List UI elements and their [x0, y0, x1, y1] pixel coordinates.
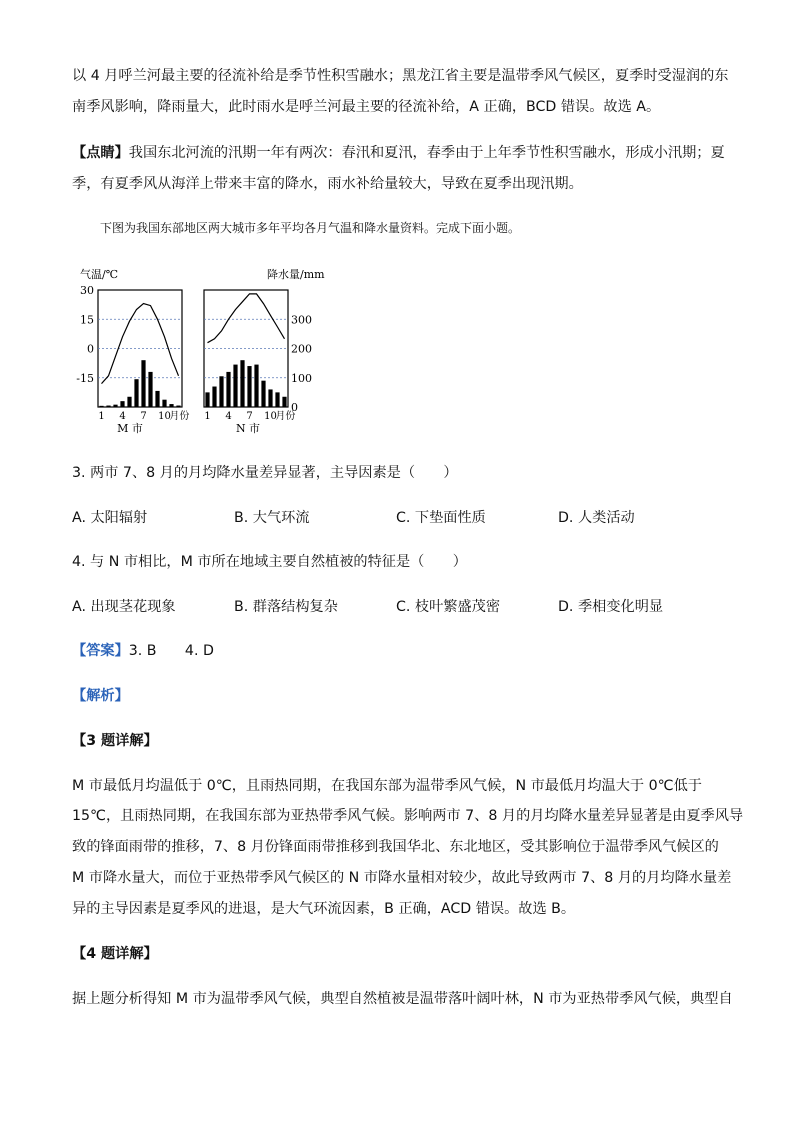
left-tick-label: 30 [80, 284, 94, 297]
precip-bar [106, 406, 110, 407]
paragraph-line: 致的锋面雨带的推移，7、8 月份锋面雨带推移到我国华北、东北地区，受其影响位于温带季风气候区的 [72, 839, 719, 855]
figure-intro: 下图为我国东部地区两大城市多年平均各月气温和降水量资料。完成下面小题。 [100, 221, 521, 235]
precip-bar [268, 389, 272, 407]
precip-bar [240, 360, 244, 407]
paragraph-line: M 市最低月均温低于 0℃，且雨热同期，在我国东部为温带季风气候，N 市最低月均温大于 0℃低于 [72, 778, 702, 794]
q4-option-a: A. 出现茎花现象 [72, 599, 176, 615]
paragraph-line: 以 4 月呼兰河最主要的径流补给是季节性积雪融水；黑龙江省主要是温带季风气候区，夏季时受湿润的东 [72, 68, 729, 84]
left-tick-label: 15 [80, 313, 94, 327]
right-tick-label: 0 [291, 401, 298, 414]
temp-axis-title: 气温/℃ [80, 268, 119, 281]
precip-bar [99, 406, 103, 407]
dianjing-text: 我国东北河流的汛期一年有两次：春汛和夏汛，春季由于上年季节性积雪融水，形成小汛期；夏 [128, 145, 725, 161]
q3-option-b: B. 大气环流 [234, 510, 310, 526]
precip-bar [261, 381, 265, 407]
q4-option-c: C. 枝叶繁盛茂密 [396, 599, 501, 615]
precip-bar [169, 404, 173, 407]
q4-detail-label: 【4 题详解】 [72, 946, 158, 962]
q3-option-c: C. 下垫面性质 [396, 510, 486, 526]
dianjing-paragraph [72, 143, 725, 163]
precip-bar [127, 397, 131, 407]
q3-option-d: D. 人类活动 [558, 510, 635, 526]
temperature-line [102, 304, 179, 384]
month-tick-label: 10 [158, 411, 171, 422]
paragraph-line: 据上题分析得知 M 市为温带季风气候，典型自然植被是温带落叶阔叶林，N 市为亚热带季风气候，典型自 [72, 991, 733, 1007]
precip-bar [162, 400, 166, 407]
answer-line [72, 641, 214, 661]
month-tick-label: 7 [140, 411, 147, 422]
precip-bar [148, 372, 152, 407]
month-tick-label: 10 [264, 411, 277, 422]
paragraph-line: 异的主导因素是夏季风的进退，是大气环流因素，B 正确，ACD 错误。故选 B。 [72, 901, 576, 917]
precip-bar [134, 379, 138, 407]
precip-bar [226, 372, 230, 407]
question-3-stem: 3. 两市 7、8 月的月均降水量差异显著，主导因素是（ ） [72, 465, 458, 481]
q3-detail-label: 【3 题详解】 [72, 733, 158, 749]
paragraph-line: 南季风影响，降雨量大，此时雨水是呼兰河最主要的径流补给，A 正确，BCD 错误。故选 A。 [72, 99, 661, 115]
q3-option-a: A. 太阳辐射 [72, 510, 148, 526]
precip-bar [120, 401, 124, 407]
paragraph-line: 季，有夏季风从海洋上带来丰富的降水，雨水补给量较大，导致在夏季出现汛期。 [72, 176, 583, 192]
month-unit-label: 月份 [169, 411, 190, 422]
precip-bar [233, 365, 237, 407]
precip-bar [247, 366, 251, 407]
answer-label: 【答案】 [72, 643, 129, 659]
temperature-line [208, 294, 285, 343]
month-tick-label: 1 [98, 411, 105, 422]
city-label-m: M 市 [117, 422, 143, 435]
right-tick-label: 300 [291, 313, 312, 327]
month-unit-label: 月份 [275, 411, 296, 422]
left-tick-label: -15 [76, 371, 94, 385]
precip-bar [212, 387, 216, 407]
q4-option-b: B. 群落结构复杂 [234, 599, 338, 615]
question-4-stem: 4. 与 N 市相比，M 市所在地域主要自然植被的特征是（ ） [72, 554, 467, 570]
precip-axis-title: 降水量/mm [267, 268, 325, 281]
q4-option-d: D. 季相变化明显 [558, 599, 664, 615]
precip-bar [282, 397, 286, 407]
paragraph-line: 15℃，且雨热同期，在我国东部为亚热带季风气候。影响两市 7、8 月的月均降水量差异显著是由夏季风导 [72, 808, 744, 824]
precip-bar [141, 360, 145, 407]
month-tick-label: 7 [246, 411, 253, 422]
paragraph-line: M 市降水量大，而位于亚热带季风气候区的 N 市降水量相对较少，故此导致两市 7、8 月的月均降水量差 [72, 870, 732, 886]
precip-bar [275, 392, 279, 407]
left-tick-label: 0 [87, 342, 94, 356]
month-tick-label: 4 [225, 411, 232, 422]
city-label-n: N 市 [235, 422, 261, 435]
month-tick-label: 4 [119, 411, 126, 422]
analysis-label: 【解析】 [72, 688, 129, 704]
answer-text: 3. B 4. D [128, 643, 214, 659]
precip-bar [254, 365, 258, 407]
precip-bar [219, 376, 223, 407]
precip-bar [155, 391, 159, 407]
precip-bar [113, 405, 117, 407]
precip-bar [205, 392, 209, 407]
precip-bar [176, 406, 180, 407]
climate-chart [70, 262, 340, 440]
right-tick-label: 100 [291, 371, 312, 385]
right-tick-label: 200 [291, 342, 312, 356]
month-tick-label: 1 [204, 411, 211, 422]
dianjing-label: 【点睛】 [72, 145, 129, 161]
